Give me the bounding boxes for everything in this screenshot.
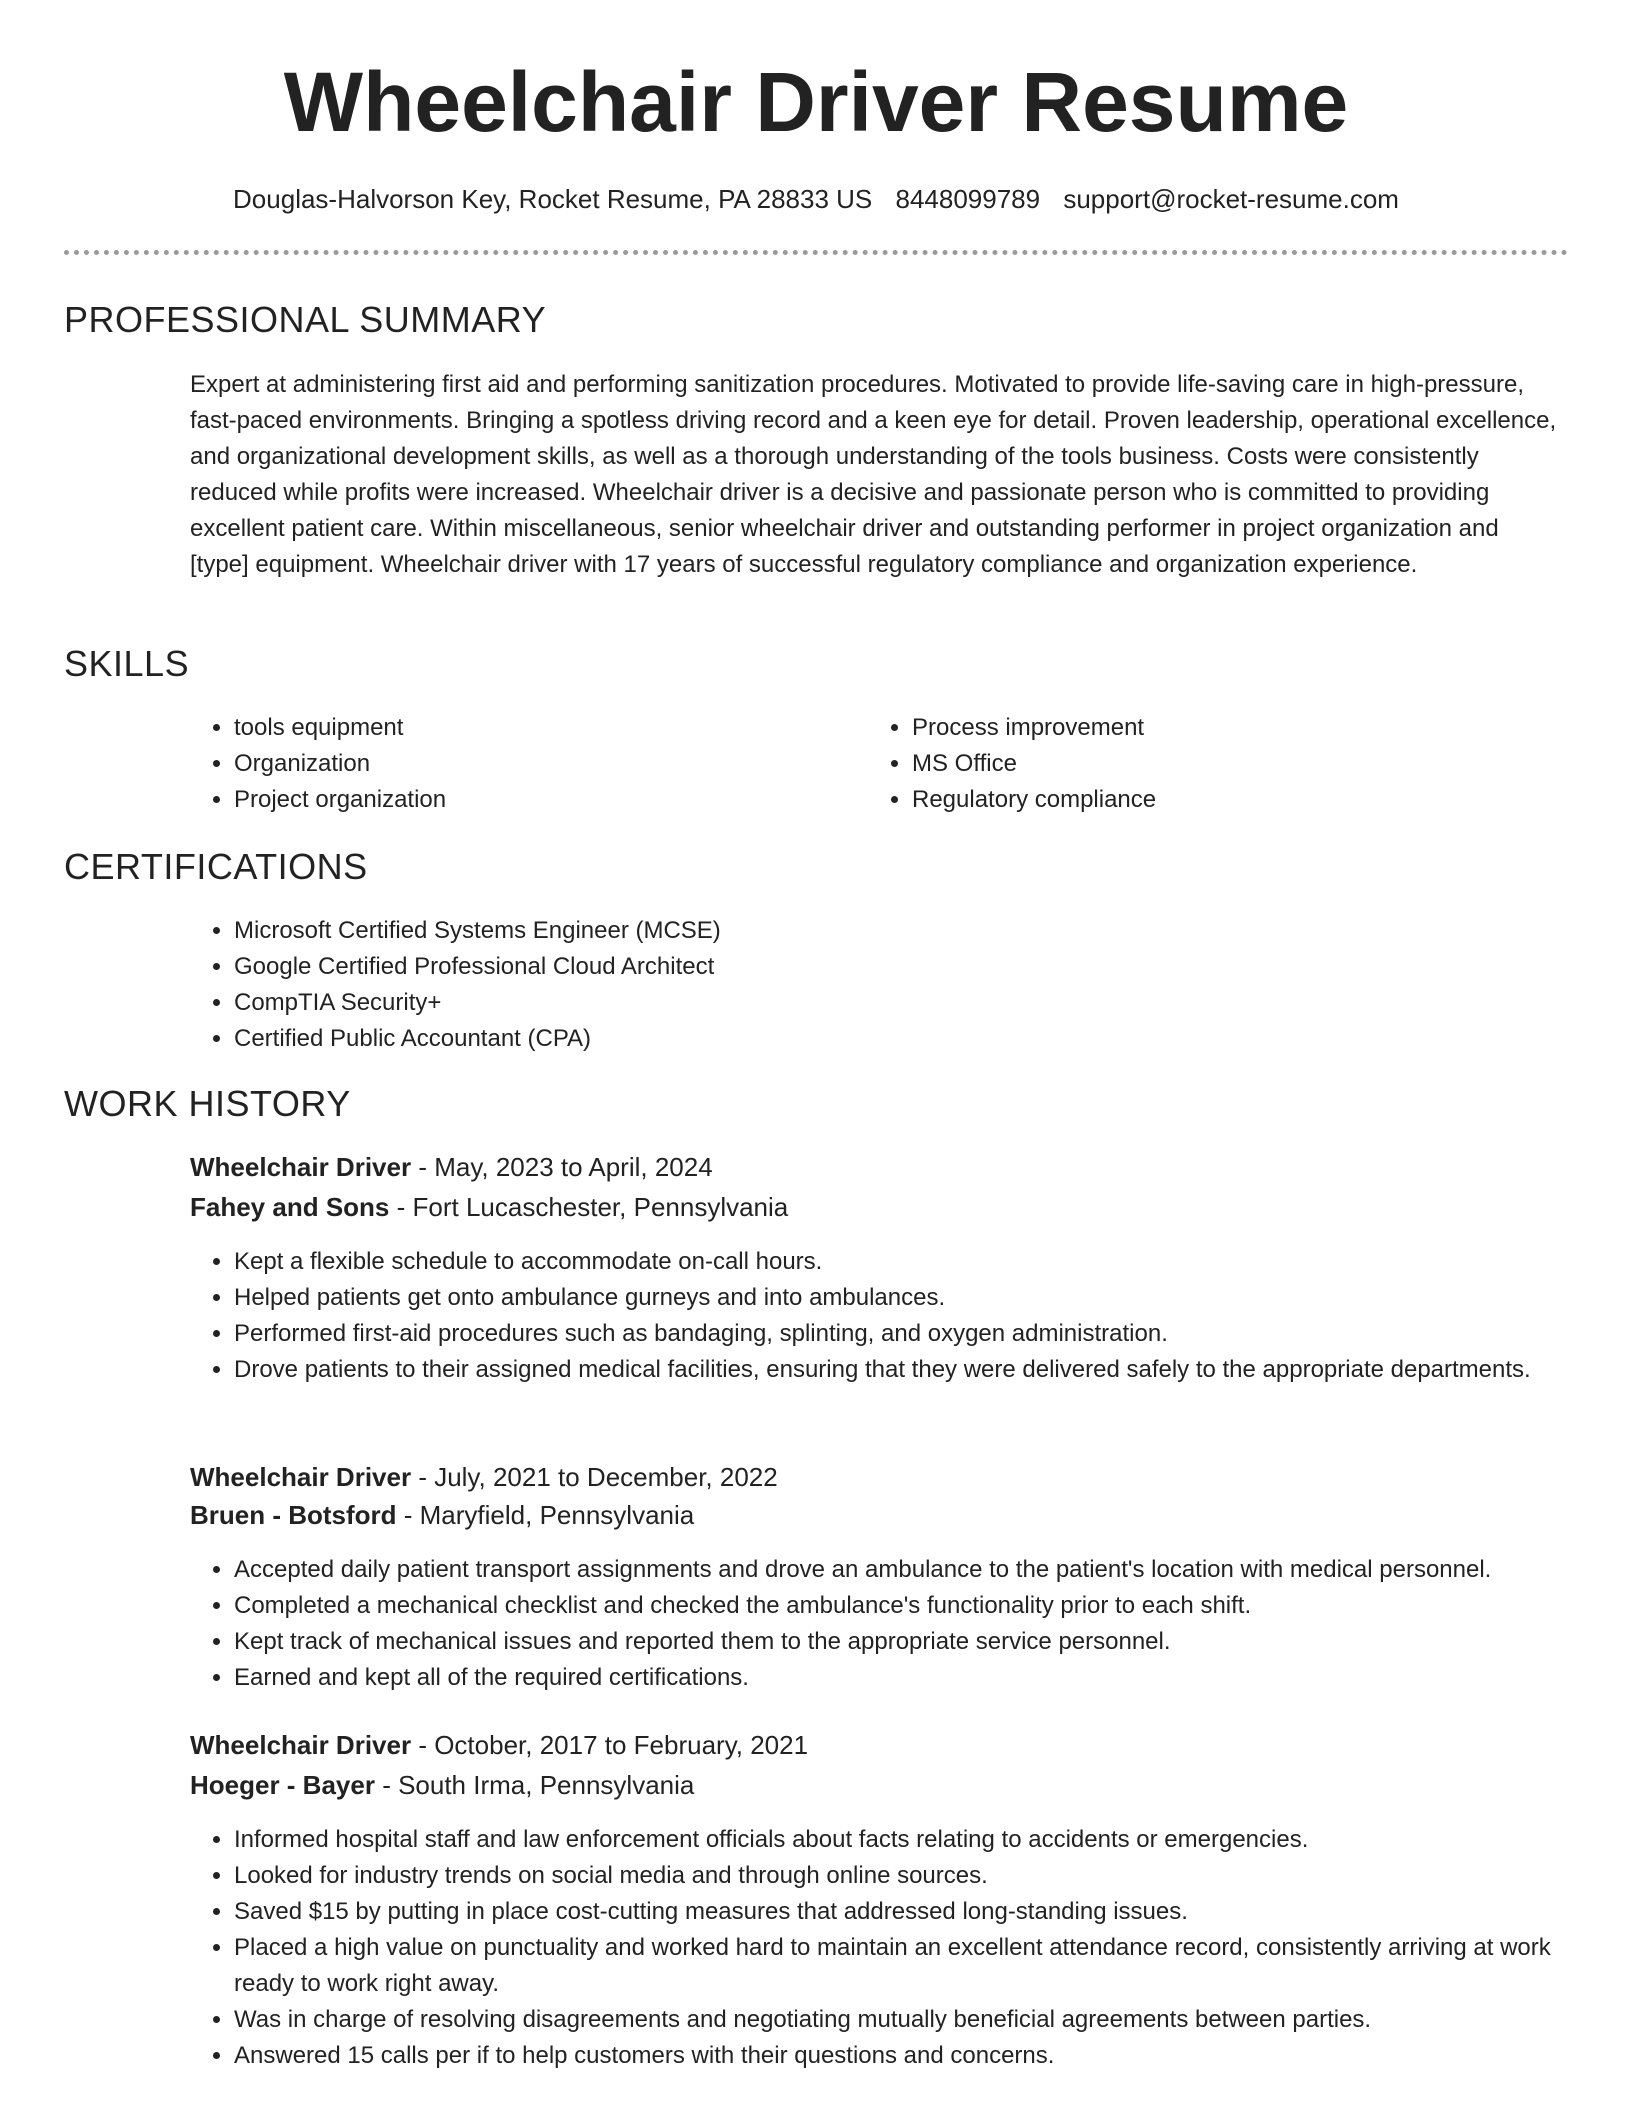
job-3-location: - South Irma, Pennsylvania xyxy=(374,1770,695,1800)
skill-item: • MS Office xyxy=(912,746,1532,782)
job-bullet: • Saved $15 by putting in place cost-cutting measures that addressed long-standing issues. xyxy=(234,1894,1604,1930)
job-3-company-line xyxy=(190,1765,694,1805)
job-1-dates: - May, 2023 to April, 2024 xyxy=(411,1152,713,1182)
skills-list-right xyxy=(868,710,1532,818)
skill-item: • tools equipment xyxy=(234,710,854,746)
job-bullet: • Performed first-aid procedures such as bandaging, splinting, and oxygen administration. xyxy=(234,1316,1604,1352)
contact-phone: 8448099789 xyxy=(895,184,1041,214)
resume-title: Wheelchair Driver Resume xyxy=(283,55,1349,149)
job-3-bullets xyxy=(190,1822,1604,2074)
contact-address: Douglas-Halvorson Key, Rocket Resume, PA 28833 US xyxy=(233,184,873,214)
job-1-company-line xyxy=(190,1187,788,1227)
certification-item: • Certified Public Accountant (CPA) xyxy=(234,1021,1604,1057)
skills-heading: SKILLS xyxy=(64,643,190,684)
job-bullet: • Placed a high value on punctuality and worked hard to maintain an excellent attendance record, consistently arriving at work ready to work right away. xyxy=(234,1930,1604,2002)
job-3-dates: - October, 2017 to February, 2021 xyxy=(411,1730,809,1760)
job-bullet: • Answered 15 calls per if to help customers with their questions and concerns. xyxy=(234,2038,1604,2074)
job-3-title-line xyxy=(190,1725,808,1765)
certifications-list xyxy=(190,913,1604,1057)
contact-line xyxy=(0,182,1632,216)
job-bullet: • Accepted daily patient transport assignments and drove an ambulance to the patient's location with medical personnel. xyxy=(234,1552,1632,1588)
contact-email: support@rocket-resume.com xyxy=(1063,184,1399,214)
job-bullet: • Completed a mechanical checklist and checked the ambulance's functionality prior to each shift. xyxy=(234,1588,1632,1624)
job-2-company: Bruen - Botsford xyxy=(190,1500,397,1530)
job-bullet: • Informed hospital staff and law enforcement officials about facts relating to accidents or emergencies. xyxy=(234,1822,1604,1858)
job-3-title: Wheelchair Driver xyxy=(190,1730,412,1760)
job-2-company-line xyxy=(190,1495,694,1535)
summary-heading: PROFESSIONAL SUMMARY xyxy=(64,299,547,340)
job-2-title-line xyxy=(190,1457,778,1497)
job-bullet: • Was in charge of resolving disagreements and negotiating mutually beneficial agreements between parties. xyxy=(234,2002,1604,2038)
job-1-bullets xyxy=(190,1244,1604,1388)
skill-item: • Process improvement xyxy=(912,710,1532,746)
skills-list-left xyxy=(190,710,854,818)
job-bullet: • Looked for industry trends on social media and through online sources. xyxy=(234,1858,1604,1894)
skill-item: • Organization xyxy=(234,746,854,782)
job-bullet: • Drove patients to their assigned medical facilities, ensuring that they were delivered safely to the appropriate departments. xyxy=(234,1352,1604,1388)
job-1-title: Wheelchair Driver xyxy=(190,1152,412,1182)
job-bullet: • Kept track of mechanical issues and reported them to the appropriate service personnel. xyxy=(234,1624,1632,1660)
job-bullet: • Kept a flexible schedule to accommodate on-call hours. xyxy=(234,1244,1604,1280)
certifications-heading: CERTIFICATIONS xyxy=(64,846,368,887)
skill-item: • Regulatory compliance xyxy=(912,782,1532,818)
job-2-bullets xyxy=(190,1552,1632,1696)
job-2-title: Wheelchair Driver xyxy=(190,1462,412,1492)
job-2-location: - Maryfield, Pennsylvania xyxy=(396,1500,695,1530)
certification-item: • Google Certified Professional Cloud Architect xyxy=(234,949,1604,985)
summary-text: Expert at administering first aid and performing sanitization procedures. Motivated to provide life-saving care in high-pressure, fast-paced environments. Bringing a spotless driving record and a keen eye for detail. Proven leadership, operational excellence, and organizational development skills, as well as a thorough understanding of the tools business. Costs were consistently reduced while profits were increased. Wheelchair driver is a decisive and passionate person who is committed to providing excellent patient care. Within miscellaneous, senior wheelchair driver and outstanding performer in project organization and [type] equipment. Wheelchair driver with 17 years of successful regulatory compliance and organization experience. xyxy=(190,371,1557,578)
work-history-heading: WORK HISTORY xyxy=(64,1083,351,1124)
header-divider xyxy=(64,250,1568,255)
job-1-company: Fahey and Sons xyxy=(190,1192,390,1222)
job-1-title-line xyxy=(190,1147,713,1187)
skill-item: • Project organization xyxy=(234,782,854,818)
job-bullet: • Earned and kept all of the required certifications. xyxy=(234,1660,1632,1696)
certification-item: • Microsoft Certified Systems Engineer (MCSE) xyxy=(234,913,1604,949)
job-1-location: - Fort Lucaschester, Pennsylvania xyxy=(389,1192,789,1222)
certification-item: • CompTIA Security+ xyxy=(234,985,1604,1021)
job-3-company: Hoeger - Bayer xyxy=(190,1770,375,1800)
job-2-dates: - July, 2021 to December, 2022 xyxy=(411,1462,778,1492)
job-bullet: • Helped patients get onto ambulance gurneys and into ambulances. xyxy=(234,1280,1604,1316)
